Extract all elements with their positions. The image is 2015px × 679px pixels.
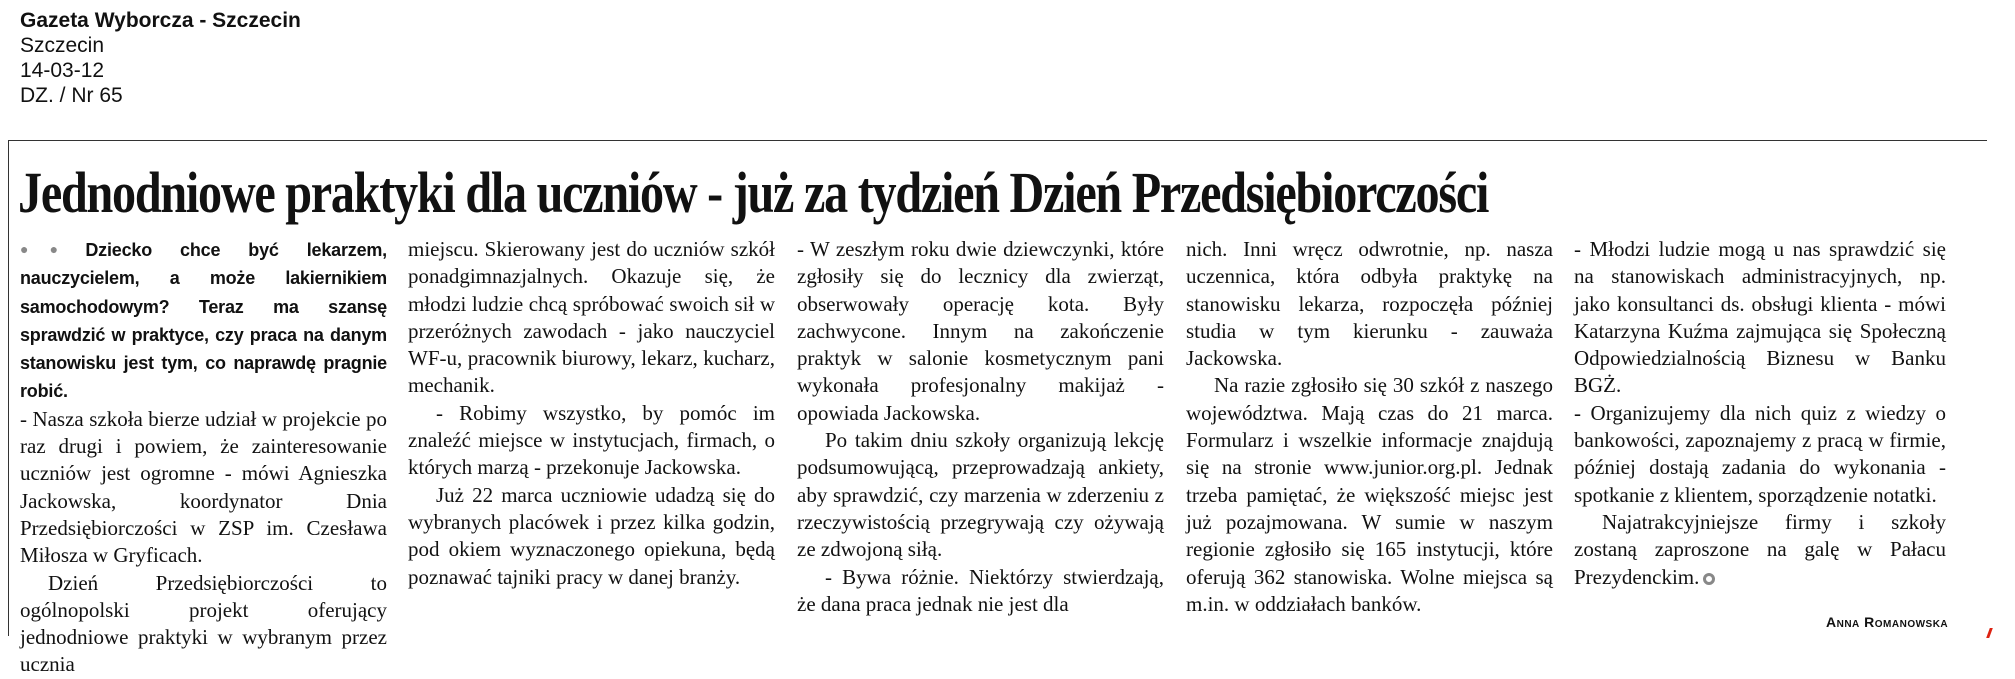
paragraph: - Bywa różnie. Niektórzy stwierdzają, że dana praca jednak nie jest dla: [797, 564, 1164, 616]
paragraph: - Młodzi ludzie mogą u nas sprawdzić się na stanowiskach administracyjnych, np. jako konsultanci ds. obsługi klienta - mówi Katarzyna Kuźma zajmująca się Społeczną Odpowiedzialnością Biznesu w Banku BGŻ.: [1574, 237, 1946, 398]
article-headline: Jednodniowe praktyki dla uczniów - już za tydzień Dzień Przedsiębiorczości: [18, 160, 1489, 225]
end-of-article-icon: [1703, 573, 1715, 585]
article-column-3: [797, 236, 1164, 636]
publication-date: 14-03-12: [20, 59, 105, 82]
article-column-1: [20, 236, 387, 677]
paragraph: - Organizujemy dla nich quiz z wiedzy o bankowości, zapoznajemy z pracą w firmie, później dostają zadania do wykonania - spotkanie z klientem, sporządzenie notatki.: [1574, 400, 1946, 507]
source-info: [20, 8, 301, 108]
paragraph: miejscu. Skierowany jest do uczniów szkół ponadgimnazjalnych. Okazuje się, że młodzi ludzie chcą spróbować swoich sił w przeróżnych zawodach - jako nauczyciel WF-u, pracownik biurowy, lekarz, kucharz, mechanik.: [408, 237, 775, 398]
paragraph: - Robimy wszystko, by pomóc im znaleźć miejsce w instytucjach, firmach, o których marzą - przekonuje Jackowska.: [408, 400, 775, 480]
article-column-2: [408, 236, 775, 636]
paragraph: - W zeszłym roku dwie dziewczynki, które zgłosiły się do lecznicy dla zwierząt, obserwowały operację kota. Były zachwycone. Innym na zakończenie praktyk w salonie kosmetycznym pani wykonała profesjonalny makijaż - opowiada Jackowska.: [797, 237, 1164, 425]
paragraph: Na razie zgłosiło się 30 szkół z naszego województwa. Mają czas do 21 marca. Formularz i wszelkie informacje znajdują się na stronie www.junior.org.pl. Jednak trzeba pamiętać, że większość miejsc jest już pozajmowana. W sumie w naszym regionie zgłosiło się 165 instytucji, które oferują 362 stanowiska. Wolne miejsca są m.in. w oddziałach banków.: [1186, 373, 1553, 616]
paragraph: Już 22 marca uczniowie udadzą się do wybranych placówek i przez kilka godzin, pod okiem wyznaczonego opiekuna, będą poznawać tajniki pracy w danej branży.: [408, 482, 775, 589]
paragraph: - Nasza szkoła bierze udział w projekcie po raz drugi i powiem, że zainteresowanie uczniów jest ogromne - mówi Agnieszka Jackowska, koordynator Dnia Przedsiębiorczości w ZSP im. Czesława Miłosza w Gryficach.: [20, 406, 387, 568]
issue-number: DZ. / Nr 65: [20, 84, 123, 107]
author-byline: Anna Romanowska: [1826, 614, 1949, 630]
article-column-4: [1186, 236, 1553, 636]
paragraph: nich. Inni wręcz odwrotnie, np. nasza uczennica, która odbyła praktykę na stanowisku lekarza, rozpoczęła później studia w tym kierunku - zauważa Jackowska.: [1186, 237, 1553, 371]
article-lead: [20, 236, 387, 406]
publication-name: Gazeta Wyborcza - Szczecin: [20, 9, 301, 32]
paragraph: [1574, 509, 1946, 591]
paragraph: Po takim dniu szkoły organizują lekcję podsumowującą, przeprowadzają ankiety, aby sprawdzić, czy marzenia w zderzeniu z rzeczywistością przegrywają czy ożywają ze zdwojoną siłą.: [797, 428, 1164, 562]
article-column-5: [1574, 236, 1949, 636]
red-mark-icon: [1986, 628, 1993, 638]
publication-city: Szczecin: [20, 34, 105, 57]
lead-text: Dziecko chce być lekarzem, nauczycielem, a może lakiernikiem samochodowym? Teraz ma szansę sprawdzić w praktyce, czy praca na danym stanowisku jest tym, co naprawdę pragnie robić.: [20, 240, 387, 402]
paragraph: Dzień Przedsiębiorczości to ogólnopolski projekt oferujący jednodniowe praktyki w wybranym przez ucznia: [20, 570, 387, 677]
closing-text: Najatrakcyjniejsze firmy i szkoły zostaną zaproszone na galę w Pałacu Prezydenckim.: [1574, 509, 1946, 589]
bullet-icon: ●●: [20, 243, 80, 258]
